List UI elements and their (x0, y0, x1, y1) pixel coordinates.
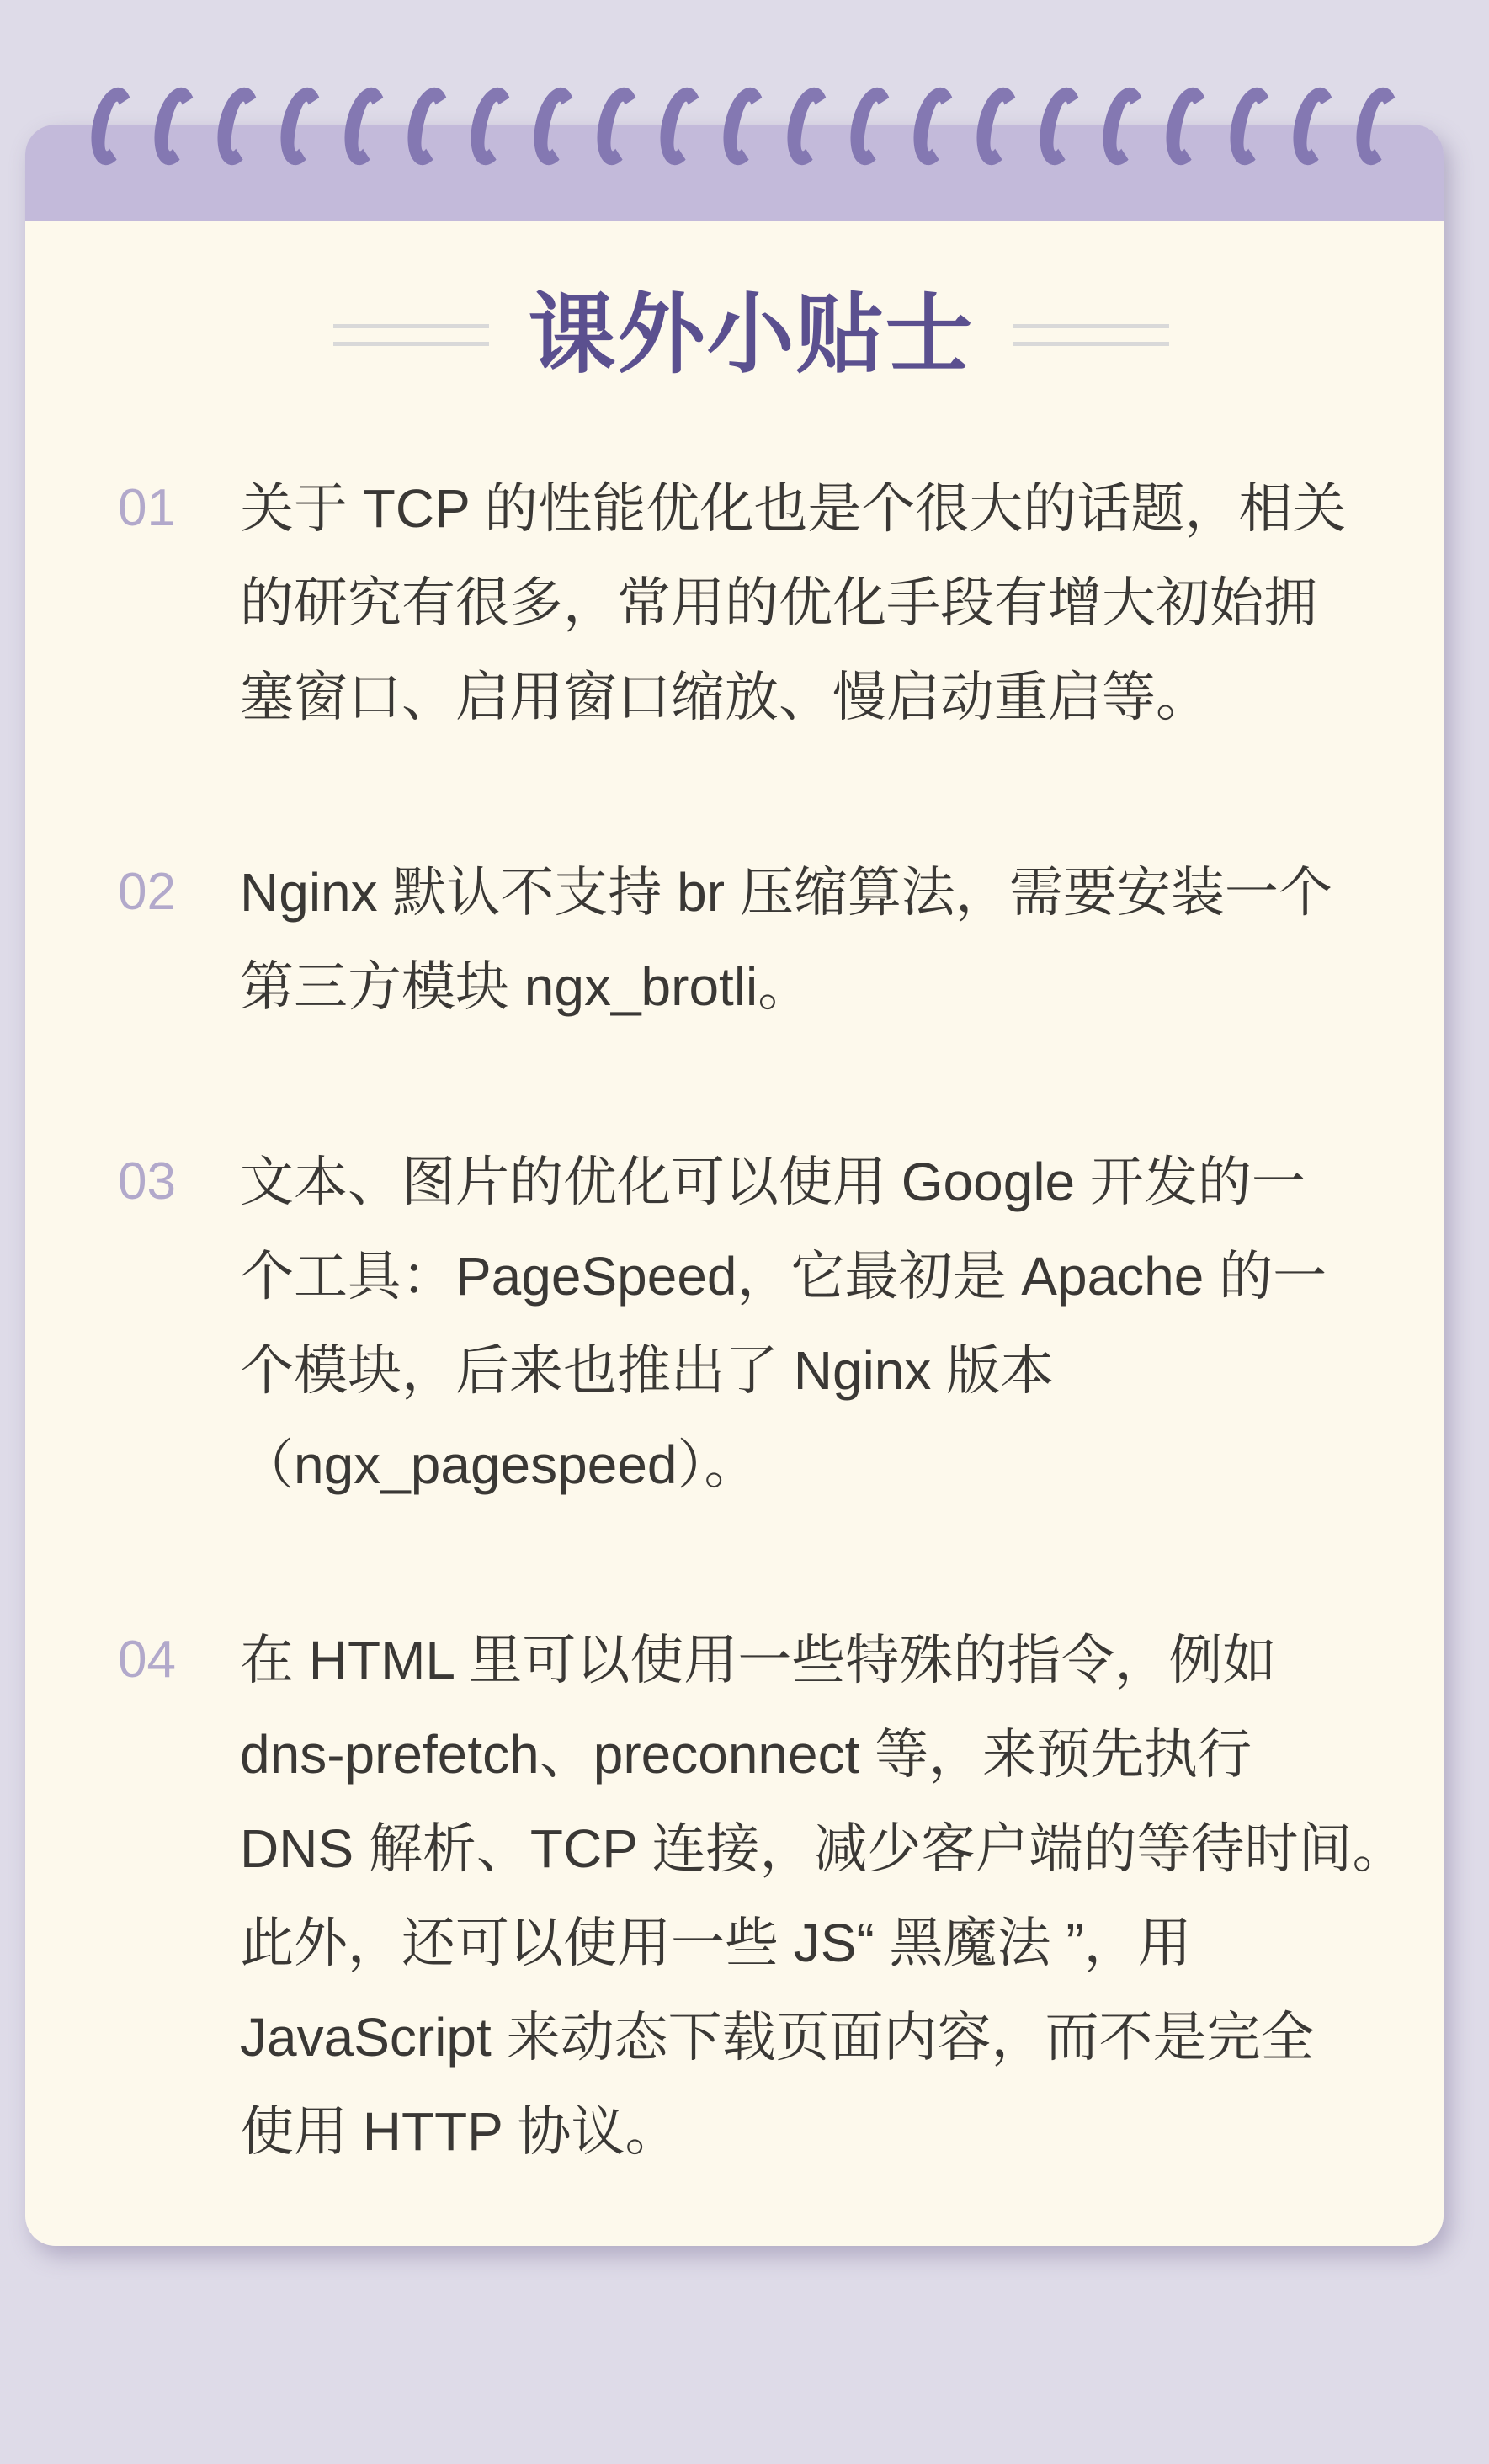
tip-text (240, 1135, 1385, 1512)
notebook-cover-band (25, 125, 1444, 221)
tip-text (240, 845, 1385, 1034)
tip-text (240, 461, 1385, 744)
tip-text-line: JavaScript 来动态下载页面内容，而不是完全 (240, 2007, 1315, 2068)
page-title: 课外小贴士 (528, 286, 975, 384)
tip-text-line: 个工具：PageSpeed，它最初是 Apache 的一 (240, 1246, 1327, 1307)
tip-text-line: 使用 HTTP 协议。 (240, 2101, 679, 2162)
tip-text (240, 1613, 1407, 2179)
tip-item (118, 845, 1385, 1034)
title-decoration-left (333, 324, 489, 346)
title-decoration-right (1013, 324, 1169, 346)
tip-number: 04 (118, 1631, 176, 1689)
tip-text-line: 关于 TCP 的性能优化也是个很大的话题，相关 (240, 478, 1347, 539)
tip-text-line: 的研究有很多，常用的优化手段有增大初始拥 (240, 572, 1317, 633)
tip-item (118, 461, 1385, 744)
tip-text-line: （ngx_pagespeed）。 (240, 1434, 758, 1495)
tip-text-line: 文本、图片的优化可以使用 Google 开发的一 (240, 1152, 1306, 1212)
notebook-page (25, 221, 1444, 2246)
tip-text-line: 个模块，后来也推出了 Nginx 版本 (240, 1340, 1055, 1401)
tip-text-line: 塞窗口、启用窗口缩放、慢启动重启等。 (240, 667, 1210, 727)
tip-text-line: Nginx 默认不支持 br 压缩算法，需要安装一个 (240, 862, 1332, 923)
tip-text-line: dns-prefetch、preconnect 等，来预先执行 (240, 1724, 1252, 1785)
tip-item (118, 1135, 1385, 1512)
tip-text-line: 第三方模块 ngx_brotli。 (240, 956, 812, 1017)
tip-number: 01 (118, 479, 176, 537)
tip-number: 03 (118, 1152, 176, 1211)
notebook-tips-card (25, 125, 1444, 2246)
tip-number: 02 (118, 863, 176, 921)
tips-list (118, 461, 1407, 2179)
tip-text-line: DNS 解析、TCP 连接，减少客户端的等待时间。 (240, 1818, 1407, 1879)
tip-text-line: 在 HTML 里可以使用一些特殊的指令，例如 (240, 1630, 1277, 1690)
tip-text-line: 此外，还可以使用一些 JS“ 黑魔法 ”，用 (240, 1913, 1192, 1973)
page-title-row (118, 272, 1385, 398)
tip-item (118, 1613, 1407, 2179)
